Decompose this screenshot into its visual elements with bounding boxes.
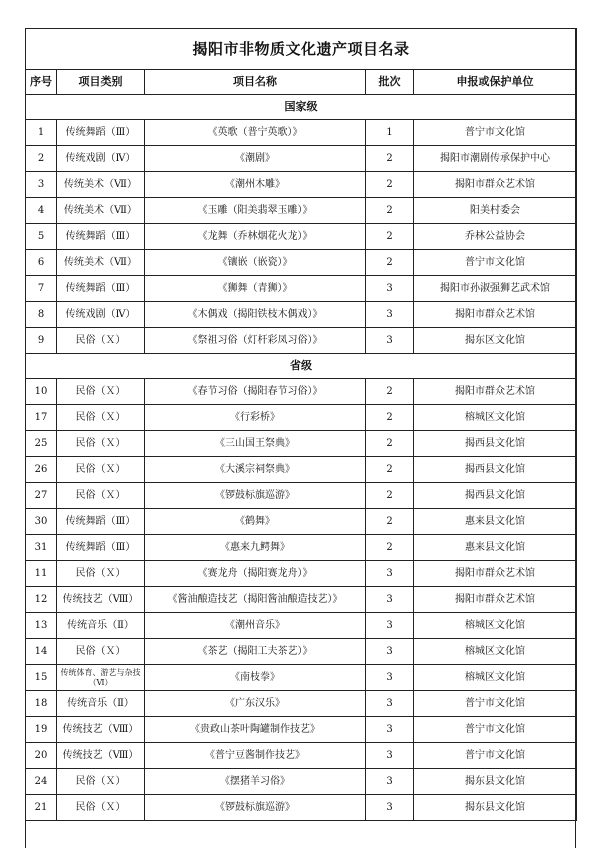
table-row [26, 457, 577, 483]
cell-category: 传统舞蹈（Ⅲ） [57, 276, 145, 302]
cell-no: 21 [26, 795, 57, 821]
cell-batch: 2 [366, 457, 414, 483]
cell-category: 传统音乐（Ⅱ） [57, 613, 145, 639]
cell-batch: 2 [366, 431, 414, 457]
cell-no: 1 [26, 120, 57, 146]
cell-project-name: 《大溪宗祠祭典》 [145, 457, 366, 483]
cell-category: 民俗（Ｘ） [57, 405, 145, 431]
cell-no: 6 [26, 250, 57, 276]
cell-batch: 2 [366, 405, 414, 431]
table-row [26, 328, 577, 354]
cell-no: 11 [26, 561, 57, 587]
cell-project-name: 《摆猪羊习俗》 [145, 769, 366, 795]
table-row [26, 172, 577, 198]
header-category: 项目类别 [57, 70, 145, 95]
table-row [26, 431, 577, 457]
cell-category: 传统戏剧（Ⅳ） [57, 146, 145, 172]
cell-project-name: 《镶嵌（嵌瓷）》 [145, 250, 366, 276]
cell-no: 5 [26, 224, 57, 250]
section-row [26, 354, 577, 379]
cell-category: 传统美术（Ⅶ） [57, 172, 145, 198]
cell-project-name: 《赛龙舟（揭阳赛龙舟）》 [145, 561, 366, 587]
table-row [26, 613, 577, 639]
cell-no: 27 [26, 483, 57, 509]
cell-no: 10 [26, 379, 57, 405]
cell-category: 民俗（Ｘ） [57, 379, 145, 405]
cell-category: 民俗（Ｘ） [57, 561, 145, 587]
table-row [26, 535, 577, 561]
cell-no: 13 [26, 613, 57, 639]
cell-batch: 3 [366, 639, 414, 665]
cell-project-name: 《潮州木雕》 [145, 172, 366, 198]
cell-no: 14 [26, 639, 57, 665]
table-row [26, 379, 577, 405]
cell-project-name: 《普宁豆酱制作技艺》 [145, 743, 366, 769]
header-row [26, 70, 577, 95]
table-row [26, 769, 577, 795]
cell-no: 15 [26, 665, 57, 691]
cell-category: 民俗（Ｘ） [57, 431, 145, 457]
cell-unit: 揭阳市群众艺术馆 [414, 172, 577, 198]
cell-no: 30 [26, 509, 57, 535]
cell-no: 9 [26, 328, 57, 354]
cell-no: 12 [26, 587, 57, 613]
cell-category: 民俗（Ｘ） [57, 483, 145, 509]
table-row [26, 795, 577, 821]
cell-unit: 揭东区文化馆 [414, 328, 577, 354]
cell-batch: 3 [366, 691, 414, 717]
cell-unit: 榕城区文化馆 [414, 639, 577, 665]
cell-unit: 普宁市文化馆 [414, 120, 577, 146]
cell-category: 传统美术（Ⅶ） [57, 250, 145, 276]
cell-batch: 2 [366, 224, 414, 250]
cell-batch: 3 [366, 665, 414, 691]
cell-category: 传统技艺（Ⅷ） [57, 587, 145, 613]
cell-category: 民俗（Ｘ） [57, 769, 145, 795]
table-row [26, 302, 577, 328]
table-title: 揭阳市非物质文化遗产项目名录 [26, 29, 577, 70]
cell-category: 传统戏剧（Ⅳ） [57, 302, 145, 328]
cell-batch: 3 [366, 561, 414, 587]
cell-no: 25 [26, 431, 57, 457]
cell-project-name: 《狮舞（青狮）》 [145, 276, 366, 302]
table-row [26, 691, 577, 717]
cell-unit: 揭阳市潮剧传承保护中心 [414, 146, 577, 172]
table-row [26, 276, 577, 302]
cell-category: 传统舞蹈（Ⅲ） [57, 509, 145, 535]
cell-batch: 3 [366, 717, 414, 743]
cell-no: 18 [26, 691, 57, 717]
cell-project-name: 《惠来九鳄舞》 [145, 535, 366, 561]
cell-category: 传统舞蹈（Ⅲ） [57, 224, 145, 250]
cell-category: 传统技艺（Ⅷ） [57, 743, 145, 769]
cell-batch: 2 [366, 535, 414, 561]
table-row [26, 587, 577, 613]
cell-batch: 2 [366, 483, 414, 509]
table-row [26, 509, 577, 535]
cell-no: 24 [26, 769, 57, 795]
cell-unit: 揭阳市群众艺术馆 [414, 379, 577, 405]
cell-batch: 3 [366, 302, 414, 328]
cell-unit: 阳美村委会 [414, 198, 577, 224]
table-row [26, 198, 577, 224]
cell-project-name: 《锣鼓标旗巡游》 [145, 483, 366, 509]
cell-category: 传统体育、游艺与杂技（Ⅵ） [57, 665, 145, 691]
cell-category: 民俗（Ｘ） [57, 639, 145, 665]
table-row [26, 405, 577, 431]
cell-category: 传统舞蹈（Ⅲ） [57, 120, 145, 146]
cell-batch: 2 [366, 250, 414, 276]
cell-batch: 3 [366, 743, 414, 769]
cell-unit: 揭西县文化馆 [414, 431, 577, 457]
cell-unit: 榕城区文化馆 [414, 665, 577, 691]
cell-batch: 2 [366, 509, 414, 535]
cell-unit: 榕城区文化馆 [414, 613, 577, 639]
cell-no: 26 [26, 457, 57, 483]
cell-category: 传统舞蹈（Ⅲ） [57, 535, 145, 561]
cell-unit: 惠来县文化馆 [414, 509, 577, 535]
section-title: 省级 [26, 354, 577, 379]
cell-project-name: 《龙舞（乔林烟花火龙）》 [145, 224, 366, 250]
heritage-table [25, 28, 577, 821]
cell-batch: 3 [366, 613, 414, 639]
cell-unit: 揭阳市群众艺术馆 [414, 302, 577, 328]
cell-category: 民俗（Ｘ） [57, 328, 145, 354]
cell-no: 19 [26, 717, 57, 743]
cell-batch: 3 [366, 795, 414, 821]
cell-batch: 2 [366, 198, 414, 224]
table-row [26, 483, 577, 509]
cell-no: 17 [26, 405, 57, 431]
cell-batch: 2 [366, 146, 414, 172]
cell-project-name: 《潮州音乐》 [145, 613, 366, 639]
cell-unit: 揭西县文化馆 [414, 457, 577, 483]
document-sheet [25, 28, 576, 848]
table-row [26, 120, 577, 146]
table-row [26, 639, 577, 665]
cell-batch: 1 [366, 120, 414, 146]
cell-unit: 揭东县文化馆 [414, 769, 577, 795]
cell-no: 20 [26, 743, 57, 769]
cell-batch: 3 [366, 587, 414, 613]
cell-category: 传统技艺（Ⅷ） [57, 717, 145, 743]
cell-unit: 惠来县文化馆 [414, 535, 577, 561]
cell-project-name: 《贵政山茶叶陶罐制作技艺》 [145, 717, 366, 743]
table-row [26, 717, 577, 743]
table-row [26, 665, 577, 691]
cell-no: 3 [26, 172, 57, 198]
section-row [26, 95, 577, 120]
cell-project-name: 《酱油酿造技艺（揭阳酱油酿造技艺）》 [145, 587, 366, 613]
cell-unit: 揭阳市群众艺术馆 [414, 587, 577, 613]
cell-project-name: 《木偶戏（揭阳铁枝木偶戏）》 [145, 302, 366, 328]
table-row [26, 250, 577, 276]
cell-category: 民俗（Ｘ） [57, 795, 145, 821]
cell-category: 传统美术（Ⅶ） [57, 198, 145, 224]
header-unit: 申报或保护单位 [414, 70, 577, 95]
cell-project-name: 《玉雕（阳美翡翠玉雕）》 [145, 198, 366, 224]
cell-category: 民俗（Ｘ） [57, 457, 145, 483]
cell-batch: 2 [366, 379, 414, 405]
table-row [26, 146, 577, 172]
cell-project-name: 《春节习俗（揭阳春节习俗）》 [145, 379, 366, 405]
cell-unit: 普宁市文化馆 [414, 691, 577, 717]
cell-unit: 揭西县文化馆 [414, 483, 577, 509]
cell-no: 7 [26, 276, 57, 302]
cell-unit: 普宁市文化馆 [414, 250, 577, 276]
cell-batch: 3 [366, 276, 414, 302]
cell-project-name: 《英歌（普宁英歌）》 [145, 120, 366, 146]
cell-unit: 揭阳市孙淑强狮艺武术馆 [414, 276, 577, 302]
header-batch: 批次 [366, 70, 414, 95]
cell-batch: 2 [366, 172, 414, 198]
table-row [26, 561, 577, 587]
cell-unit: 普宁市文化馆 [414, 717, 577, 743]
cell-category: 传统音乐（Ⅱ） [57, 691, 145, 717]
cell-unit: 揭阳市群众艺术馆 [414, 561, 577, 587]
cell-unit: 榕城区文化馆 [414, 405, 577, 431]
header-no: 序号 [26, 70, 57, 95]
cell-project-name: 《南枝拳》 [145, 665, 366, 691]
cell-unit: 乔林公益协会 [414, 224, 577, 250]
cell-unit: 揭东县文化馆 [414, 795, 577, 821]
cell-project-name: 《鹤舞》 [145, 509, 366, 535]
cell-unit: 普宁市文化馆 [414, 743, 577, 769]
cell-project-name: 《广东汉乐》 [145, 691, 366, 717]
cell-project-name: 《茶艺（揭阳工夫茶艺）》 [145, 639, 366, 665]
cell-project-name: 《锣鼓标旗巡游》 [145, 795, 366, 821]
cell-batch: 3 [366, 328, 414, 354]
section-title: 国家级 [26, 95, 577, 120]
cell-no: 31 [26, 535, 57, 561]
cell-project-name: 《行彩桥》 [145, 405, 366, 431]
cell-no: 4 [26, 198, 57, 224]
table-row [26, 743, 577, 769]
cell-project-name: 《三山国王祭典》 [145, 431, 366, 457]
cell-project-name: 《潮剧》 [145, 146, 366, 172]
cell-no: 2 [26, 146, 57, 172]
cell-project-name: 《祭祖习俗（灯杆彩凤习俗）》 [145, 328, 366, 354]
cell-no: 8 [26, 302, 57, 328]
header-name: 项目名称 [145, 70, 366, 95]
table-row [26, 224, 577, 250]
cell-batch: 3 [366, 769, 414, 795]
